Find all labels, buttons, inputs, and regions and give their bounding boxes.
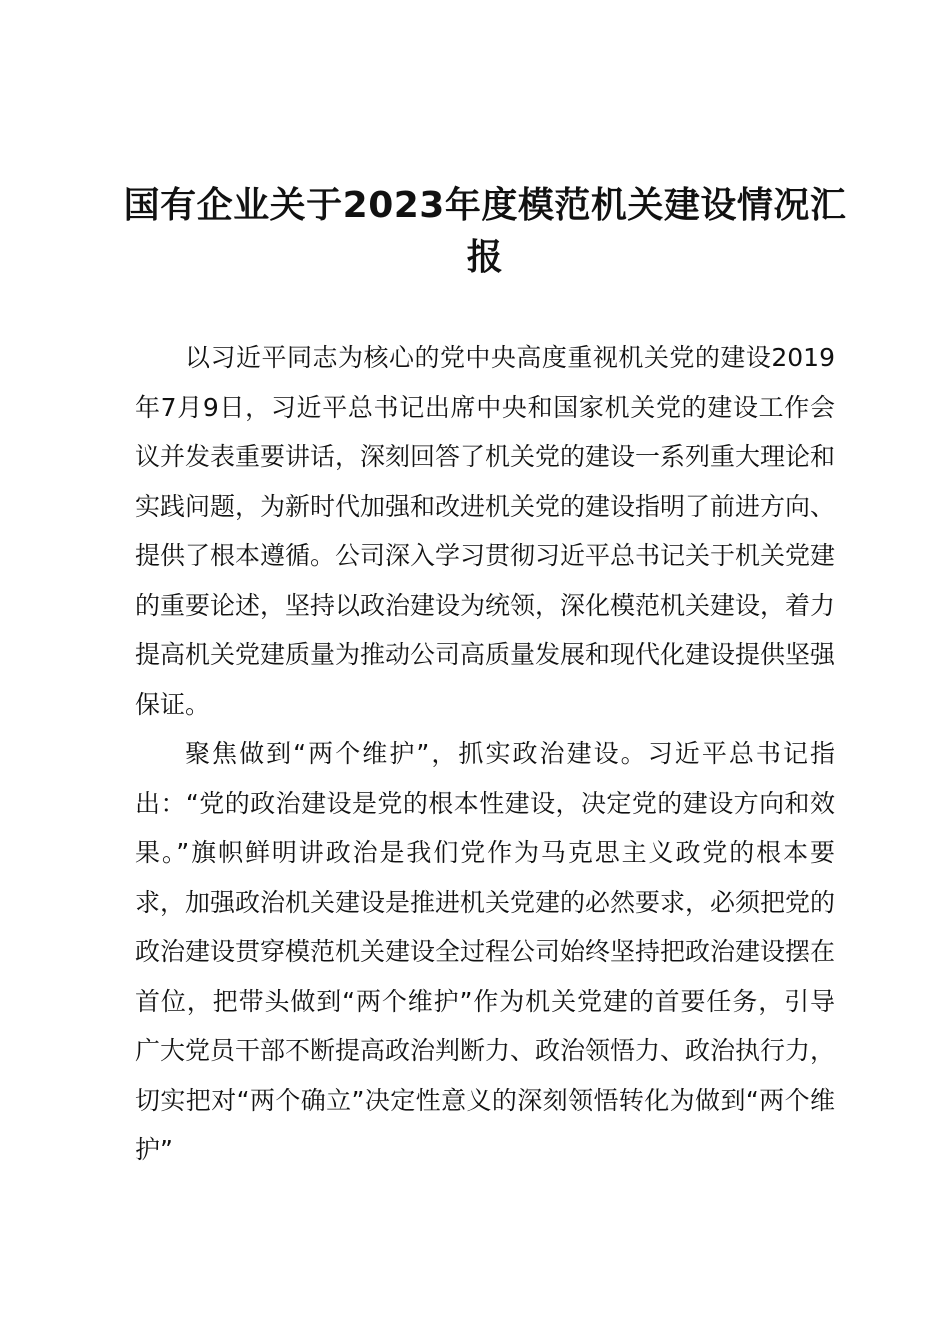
document-title: 国有企业关于2023年度模范机关建设情况汇报 bbox=[123, 185, 847, 278]
paragraph-intro: 以习近平同志为核心的党中央高度重视机关党的建设2019年7月9日，习近平总书记出席中央和国家机关党的建设工作会议并发表重要讲话，深刻回答了机关党的建设一系列重大理论和实践问题，为新时代加强和改进机关党的建设指明了前进方向、提供了根本遵循。公司深入学习贯彻习近平总书记关于机关党建的重要论述，坚持以政治建设为统领，深化模范机关建设，着力提高机关党建质量为推动公司高质量发展和现代化建设提供坚强保证。 bbox=[135, 343, 836, 719]
document-body bbox=[135, 333, 835, 1175]
paragraph-political-building: 聚焦做到“两个维护”，抓实政治建设。习近平总书记指出：“党的政治建设是党的根本性建设，决定党的建设方向和效果。”旗帜鲜明讲政治是我们党作为马克思主义政党的根本要求，加强政治机关建设是推进机关党建的必然要求，必须把党的政治建设贯穿模范机关建设全过程公司始终坚持把政治建设摆在首位，把带头做到“两个维护”作为机关党建的首要任务，引导广大党员干部不断提高政治判断力、政治领悟力、政治执行力，切实把对“两个确立”决定性意义的深刻领悟转化为做到“两个维护” bbox=[135, 739, 836, 1164]
